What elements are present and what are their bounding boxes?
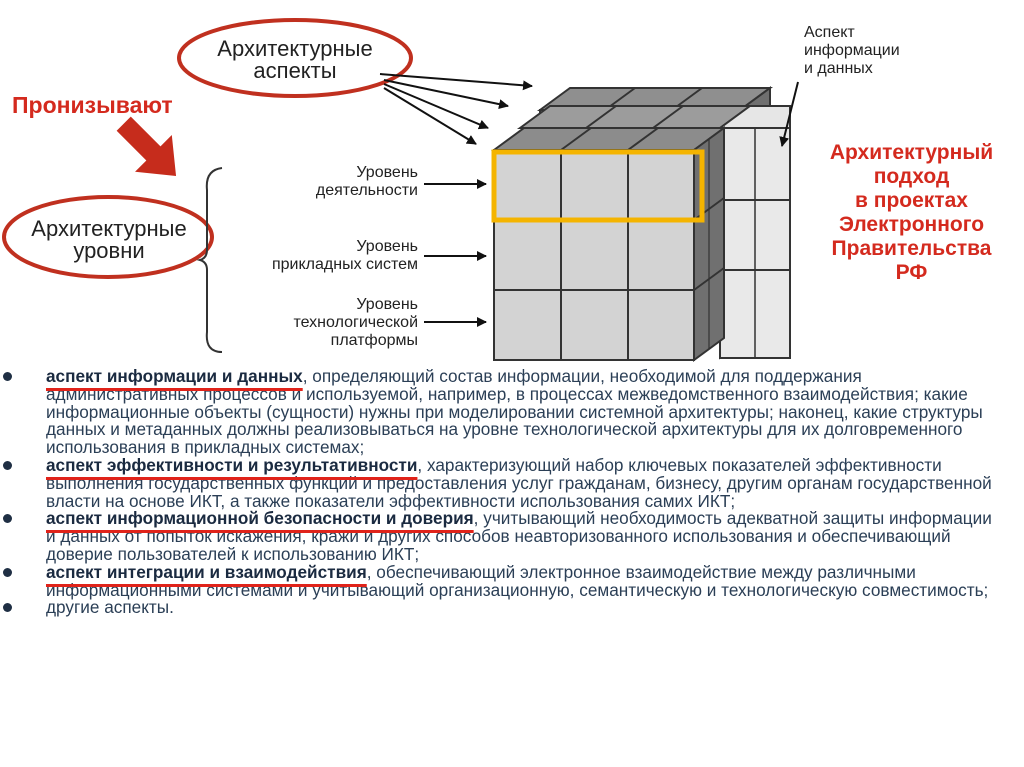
- side-title: [804, 141, 1019, 285]
- list-item: [0, 454, 1024, 511]
- side-title-line-2: подход: [873, 165, 950, 188]
- bullet-dot: [3, 372, 12, 381]
- level-platform-line-2: технологической: [293, 314, 418, 331]
- level-arrows: [424, 184, 486, 322]
- levels-line-1: Архитектурные: [31, 216, 187, 241]
- bullet-text: , учитывающий необходимость адекватной защиты информации и данных от попыток искажения, кражи и других способов неавторизованного использования и обеспечивающий доверие пользователей к использованию ИКТ;: [46, 508, 992, 564]
- info-aspect-line-1: Аспект: [804, 24, 855, 41]
- bullet-text: другие аспекты.: [46, 597, 174, 618]
- list-item: [0, 561, 1024, 600]
- level-platform-label: [220, 296, 418, 350]
- level-platform-line-3: платформы: [330, 332, 418, 349]
- info-aspect-label: [804, 24, 900, 78]
- list-item: [0, 368, 1024, 457]
- side-title-line-5: Правительства: [831, 237, 992, 260]
- bullet-term: аспект интеграции и взаимодействия: [46, 561, 367, 582]
- level-apps-line-1: Уровень: [356, 238, 418, 255]
- level-apps-label: [220, 238, 418, 274]
- levels-oval-label: [6, 218, 212, 262]
- list-item: [0, 599, 1024, 617]
- bullet-dot: [3, 603, 12, 612]
- bullet-term: аспект информации и данных: [46, 366, 303, 386]
- architecture-diagram: [0, 0, 1024, 370]
- level-activity-line-2: деятельности: [315, 182, 418, 199]
- bullet-text: , определяющий состав информации, необходимой для поддержания административных процессов и используемой, например, в процессах межведомственного взаимодействия; какие информационные объекты (сущности) нужны при моделировании системной архитектуры; наконец, какие структуры данных и метаданных должны реализовываться на уровне технологической архитектуры для их долговременного использования в прикладных системах;: [46, 366, 983, 458]
- pierce-label: Пронизывают: [12, 92, 173, 118]
- info-aspect-line-3: и данных: [804, 60, 873, 77]
- list-item: [0, 510, 1024, 563]
- level-activity-line-1: Уровень: [356, 164, 418, 181]
- aspects-list: [0, 368, 1024, 617]
- bullet-text: , характеризующий набор ключевых показателей эффективности выполнения государственных функций и предоставления услуг гражданам, бизнесу, другим органам государственной власти на основе ИКТ, а также показатели эффективности использования самих ИКТ;: [46, 454, 992, 511]
- bullet-text: , обеспечивающий электронное взаимодействие между различными информационными системами и учитывающий организационную, семантическую и технологическую совместимость;: [46, 561, 989, 600]
- side-title-line-1: Архитектурный: [829, 141, 994, 164]
- side-title-line-3: в проектах: [855, 189, 968, 212]
- aspect-arrows: [380, 74, 532, 144]
- level-activity-label: [230, 164, 418, 200]
- bullet-dot: [3, 568, 12, 577]
- aspects-oval-label: [190, 38, 400, 82]
- bullet-term: аспект эффективности и результативности: [46, 454, 418, 475]
- levels-line-2: уровни: [73, 238, 145, 263]
- level-apps-line-2: прикладных систем: [271, 256, 418, 273]
- side-title-line-6: РФ: [895, 261, 928, 284]
- info-aspect-line-2: информации: [804, 42, 900, 59]
- side-title-line-4: Электронного: [838, 213, 985, 236]
- aspects-line-2: аспекты: [253, 58, 337, 83]
- aspects-line-1: Архитектурные: [217, 36, 373, 61]
- front-cube: [494, 128, 724, 360]
- bullet-dot: [3, 461, 12, 470]
- level-platform-line-1: Уровень: [356, 296, 418, 313]
- bullet-dot: [3, 514, 12, 523]
- bullet-term: аспект информационной безопасности и доверия: [46, 508, 474, 529]
